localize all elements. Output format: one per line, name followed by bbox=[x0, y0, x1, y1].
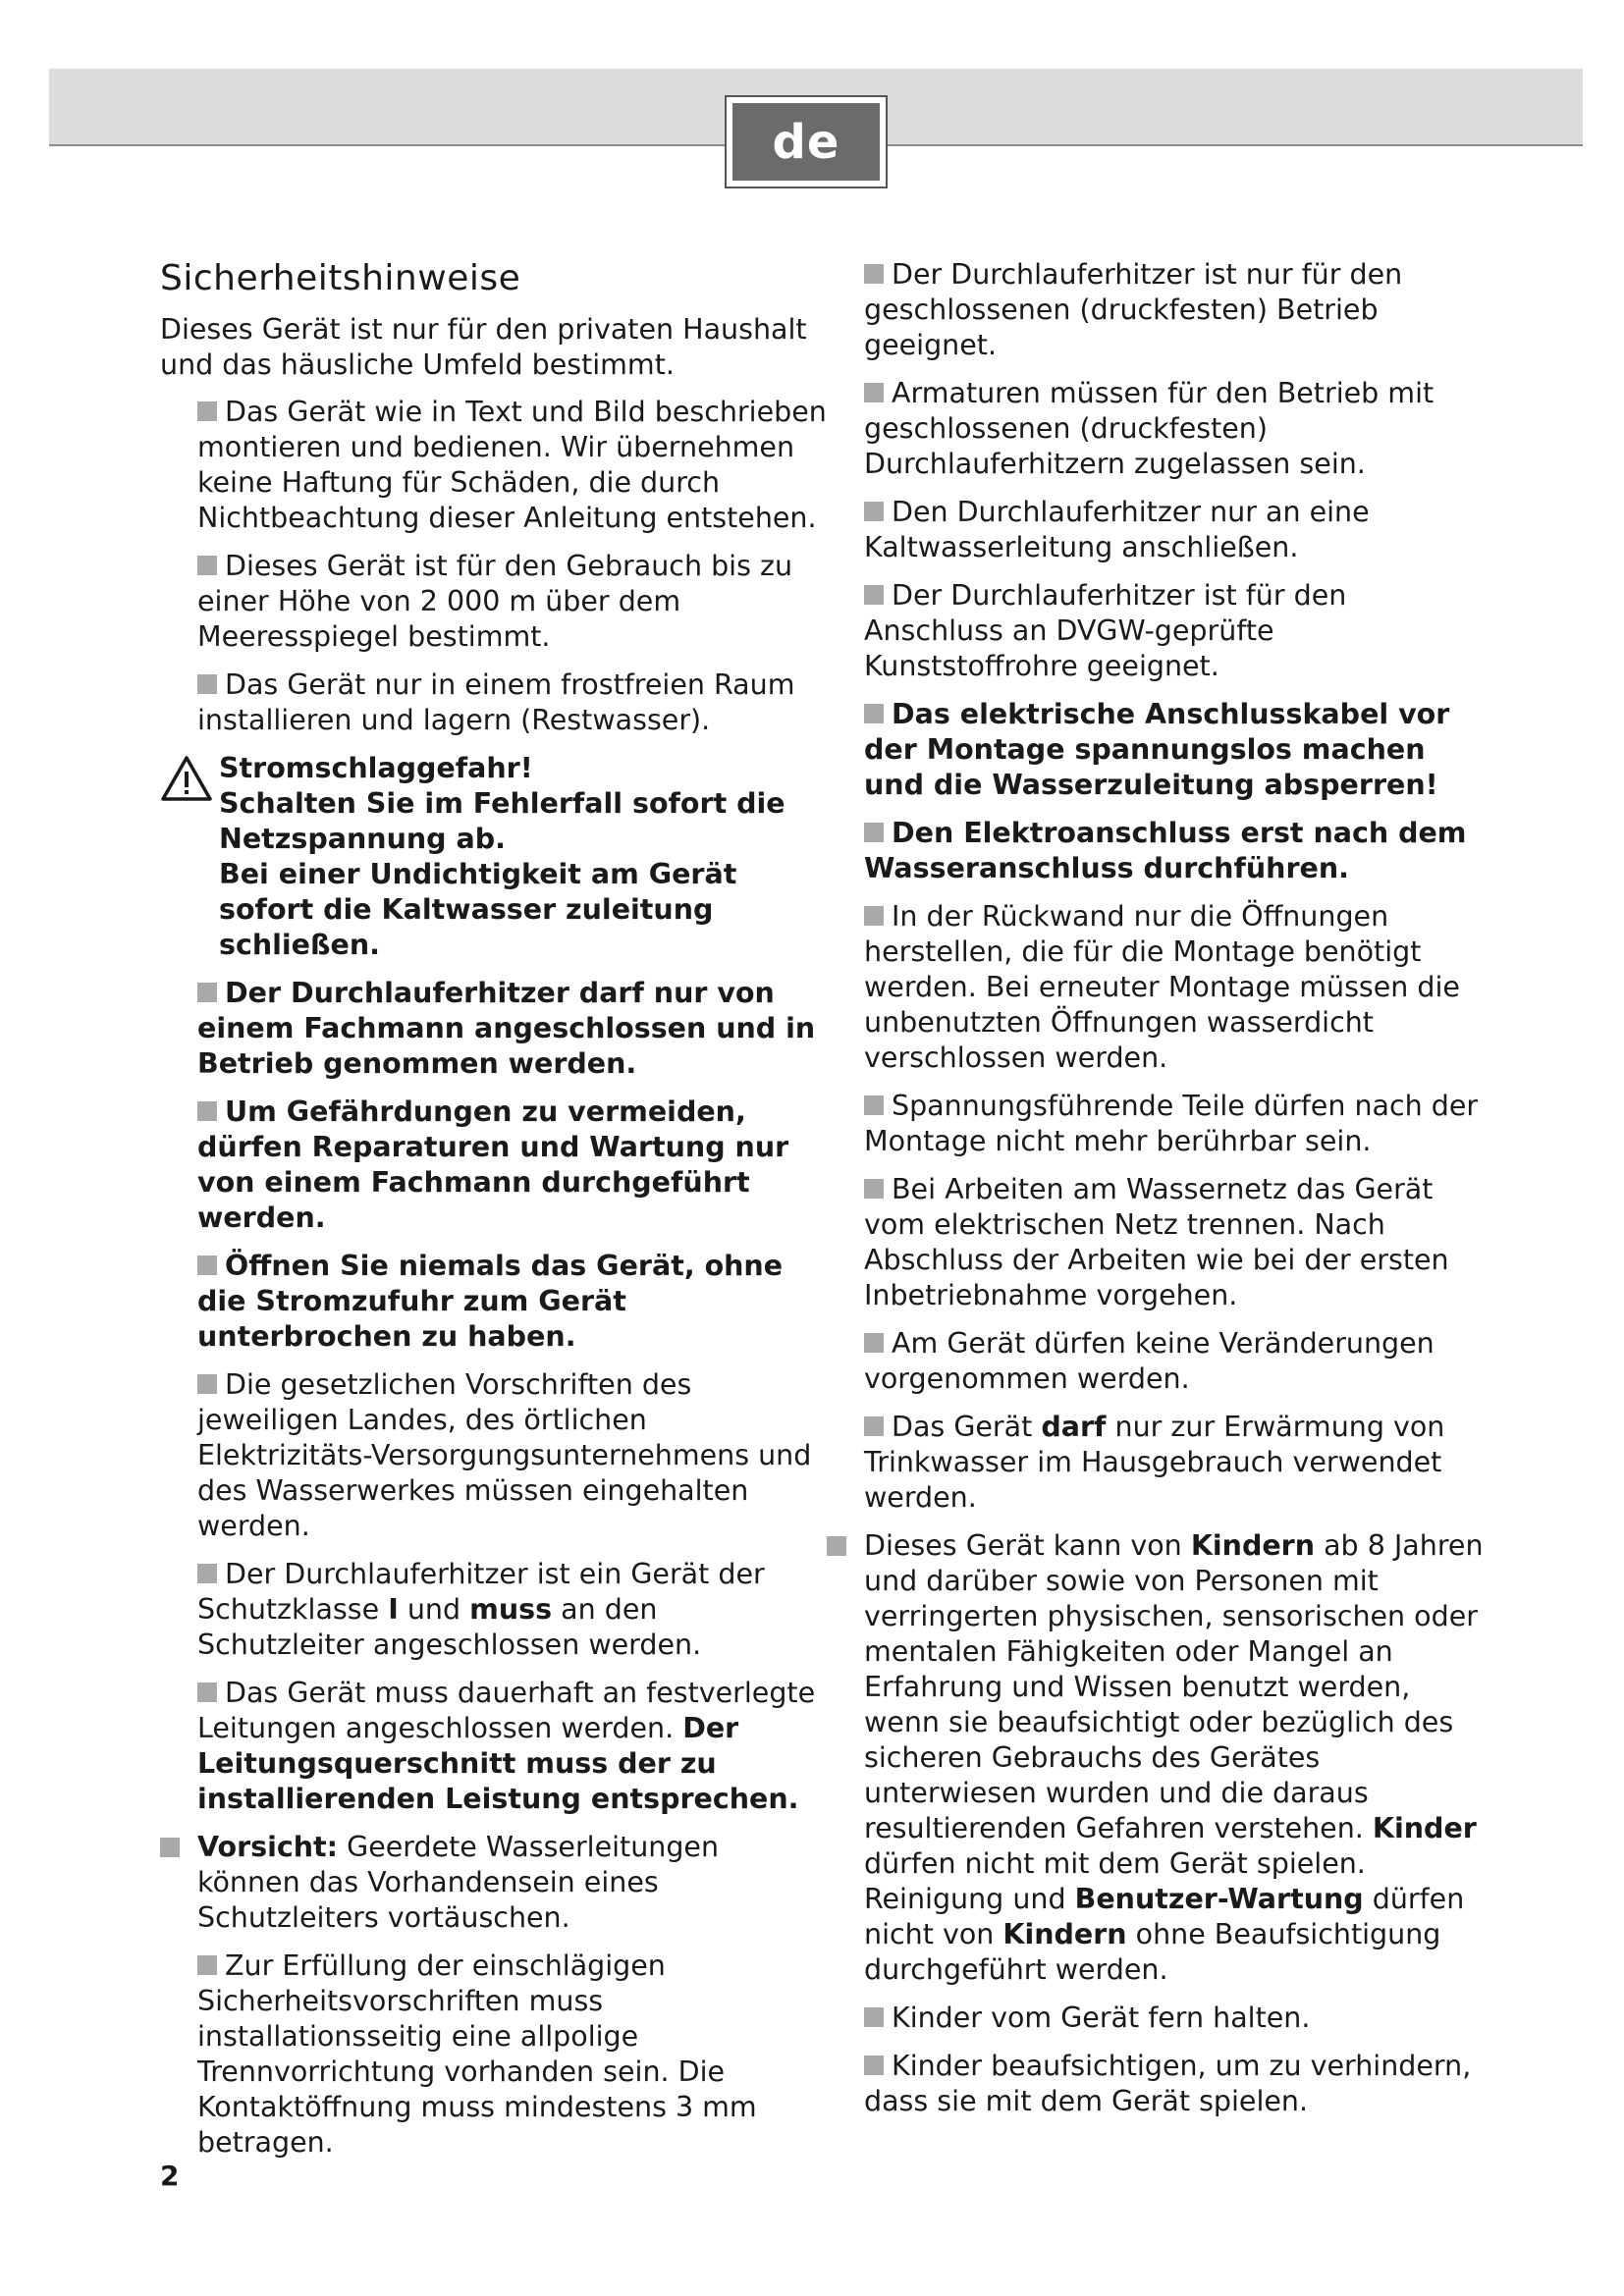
warning-text: Bei einer Undichtigkeit am Gerät sofort die Kaltwasser zuleitung schließen. bbox=[219, 858, 737, 961]
intro-text: Dieses Gerät ist nur für den privaten Haushalt und das häusliche Umfeld bestimmt. bbox=[160, 313, 807, 381]
list-item: Zur Erfüllung der einschlägigen Sicherheitsvorschriften muss installationsseitig eine allpolige Trennvorrichtung vorhanden sein. Die Kontaktöffnung muss mindestens 3 mm betragen. bbox=[197, 1949, 757, 2159]
warning-text: Schalten Sie im Fehlerfall sofort die Netzspannung ab. bbox=[219, 787, 785, 855]
language-badge bbox=[725, 95, 888, 188]
bullet-square-icon bbox=[197, 401, 217, 421]
list-item: Der Durchlauferhitzer darf nur von einem Fachmann angeschlossen und in Betrieb genommen werden. bbox=[197, 977, 816, 1080]
warning-heading: Stromschlaggefahr! bbox=[219, 752, 533, 784]
list-item: Das Gerät darf nur zur Erwärmung von Trinkwasser im Hausgebrauch verwendet werden. bbox=[864, 1411, 1445, 1514]
page-number: 2 bbox=[160, 2160, 180, 2192]
list-item: Den Durchlauferhitzer nur an eine Kaltwasserleitung anschließen. bbox=[864, 496, 1370, 563]
bullet-square-icon bbox=[864, 2007, 884, 2027]
bullet-square-icon bbox=[197, 983, 217, 1002]
list-item: Kinder vom Gerät fern halten. bbox=[864, 2001, 1485, 2036]
list-item: Vorsicht: Geerdete Wasserleitungen können das Vorhandensein eines Schutzleiters vortäuschen. bbox=[160, 1830, 828, 1936]
right-column bbox=[864, 257, 1485, 2132]
list-item: Dieses Gerät ist für den Gebrauch bis zu einer Höhe von 2 000 m über dem Meeresspiegel bestimmt. bbox=[197, 550, 793, 653]
language-code: de bbox=[732, 103, 880, 181]
bullet-square-icon bbox=[197, 1564, 217, 1583]
list-item: In der Rückwand nur die Öffnungen herstellen, die für die Montage benötigt werden. Bei erneuter Montage müssen die unbenutzten Öffnungen wasserdicht verschlossen werden. bbox=[864, 900, 1460, 1074]
bullet-square-icon bbox=[160, 1838, 180, 1857]
list-item: Dieses Gerät kann von Kindern ab 8 Jahren und darüber sowie von Personen mit verringerten physischen, sensorischen oder mentalen Fähigkeiten oder Mangel an Erfahrung und Wissen benutzt werden, wenn sie beaufsichtigt oder bezüglich des sicheren Gebrauchs des Gerätes unterwiesen wurden und die daraus resultierenden Gefahren verstehen. Kinder dürfen nicht mit dem Gerät spielen. Reinigung und Benutzer-Wartung dürfen nicht von Kindern ohne Beaufsichtigung durchgeführt werden. bbox=[827, 1528, 1485, 1988]
section-title: Sicherheitshinweise bbox=[160, 258, 521, 298]
list-item: Spannungsführende Teile dürfen nach der Montage nicht mehr berührbar sein. bbox=[864, 1090, 1479, 1157]
bullet-square-icon bbox=[864, 704, 884, 723]
list-item: Am Gerät dürfen keine Veränderungen vorgenommen werden. bbox=[864, 1327, 1435, 1395]
list-item: Um Gefährdungen zu vermeiden, dürfen Reparaturen und Wartung nur von einem Fachmann durchgeführt werden. bbox=[197, 1095, 789, 1234]
bullet-square-icon bbox=[864, 1179, 884, 1199]
bullet-square-icon bbox=[197, 1255, 217, 1275]
list-item: Der Durchlauferhitzer ist für den Anschluss an DVGW-geprüfte Kunststoffrohre geeignet. bbox=[864, 579, 1347, 682]
bullet-square-icon bbox=[864, 906, 884, 926]
bullet-square-icon bbox=[827, 1536, 846, 1556]
list-item: Kinder beaufsichtigen, um zu verhindern, dass sie mit dem Gerät spielen. bbox=[864, 2050, 1472, 2117]
bullet-square-icon bbox=[864, 264, 884, 284]
bullet-square-icon bbox=[864, 585, 884, 605]
list-item: Armaturen müssen für den Betrieb mit geschlossenen (druckfesten) Durchlauferhitzern zugelassen sein. bbox=[864, 377, 1435, 480]
bullet-square-icon bbox=[864, 823, 884, 842]
bullet-square-icon bbox=[864, 502, 884, 521]
list-item: Der Durchlauferhitzer ist ein Gerät der Schutzklasse I und muss an den Schutzleiter angeschlossen werden. bbox=[197, 1558, 765, 1661]
bullet-square-icon bbox=[197, 1682, 217, 1702]
bullet-square-icon bbox=[197, 1955, 217, 1975]
bullet-square-icon bbox=[197, 1101, 217, 1121]
bullet-square-icon bbox=[197, 1374, 217, 1394]
list-item: Das Gerät nur in einem frostfreien Raum installieren und lagern (Restwasser). bbox=[197, 668, 795, 736]
list-item: Das elektrische Anschlusskabel vor der Montage spannungslos machen und die Wasserzuleitung absperren! bbox=[864, 698, 1450, 801]
bullet-square-icon bbox=[864, 383, 884, 402]
bullet-square-icon bbox=[864, 2056, 884, 2075]
electric-shock-warning bbox=[160, 751, 828, 963]
list-item: Das Gerät wie in Text und Bild beschrieben montieren und bedienen. Wir übernehmen keine Haftung für Schäden, die durch Nichtbeachtung dieser Anleitung entstehen. bbox=[197, 396, 827, 534]
bullet-square-icon bbox=[864, 1416, 884, 1436]
bullet-square-icon bbox=[197, 556, 217, 575]
list-item: Den Elektroanschluss erst nach dem Wasseranschluss durchführen. bbox=[864, 817, 1467, 884]
list-item: Die gesetzlichen Vorschriften des jeweiligen Landes, des örtlichen Elektrizitäts-Versorgungsunternehmens und des Wasserwerkes müssen eingehalten werden. bbox=[197, 1368, 812, 1542]
list-item: Öffnen Sie niemals das Gerät, ohne die Stromzufuhr zum Gerät unterbrochen zu haben. bbox=[197, 1250, 784, 1353]
bullet-square-icon bbox=[197, 674, 217, 694]
left-column bbox=[160, 257, 828, 2173]
list-item: Der Durchlauferhitzer ist nur für den geschlossenen (druckfesten) Betrieb geeignet. bbox=[864, 258, 1403, 361]
list-item: Das Gerät muss dauerhaft an festverlegte Leitungen angeschlossen werden. Der Leitungsquerschnitt muss der zu installierenden Leistung entsprechen. bbox=[197, 1677, 816, 1815]
warning-triangle-icon bbox=[160, 755, 213, 802]
bullet-square-icon bbox=[864, 1095, 884, 1115]
list-item: Bei Arbeiten am Wassernetz das Gerät vom elektrischen Netz trennen. Nach Abschluss der Arbeiten wie bei der ersten Inbetriebnahme vorgehen. bbox=[864, 1173, 1449, 1311]
bullet-square-icon bbox=[864, 1333, 884, 1353]
